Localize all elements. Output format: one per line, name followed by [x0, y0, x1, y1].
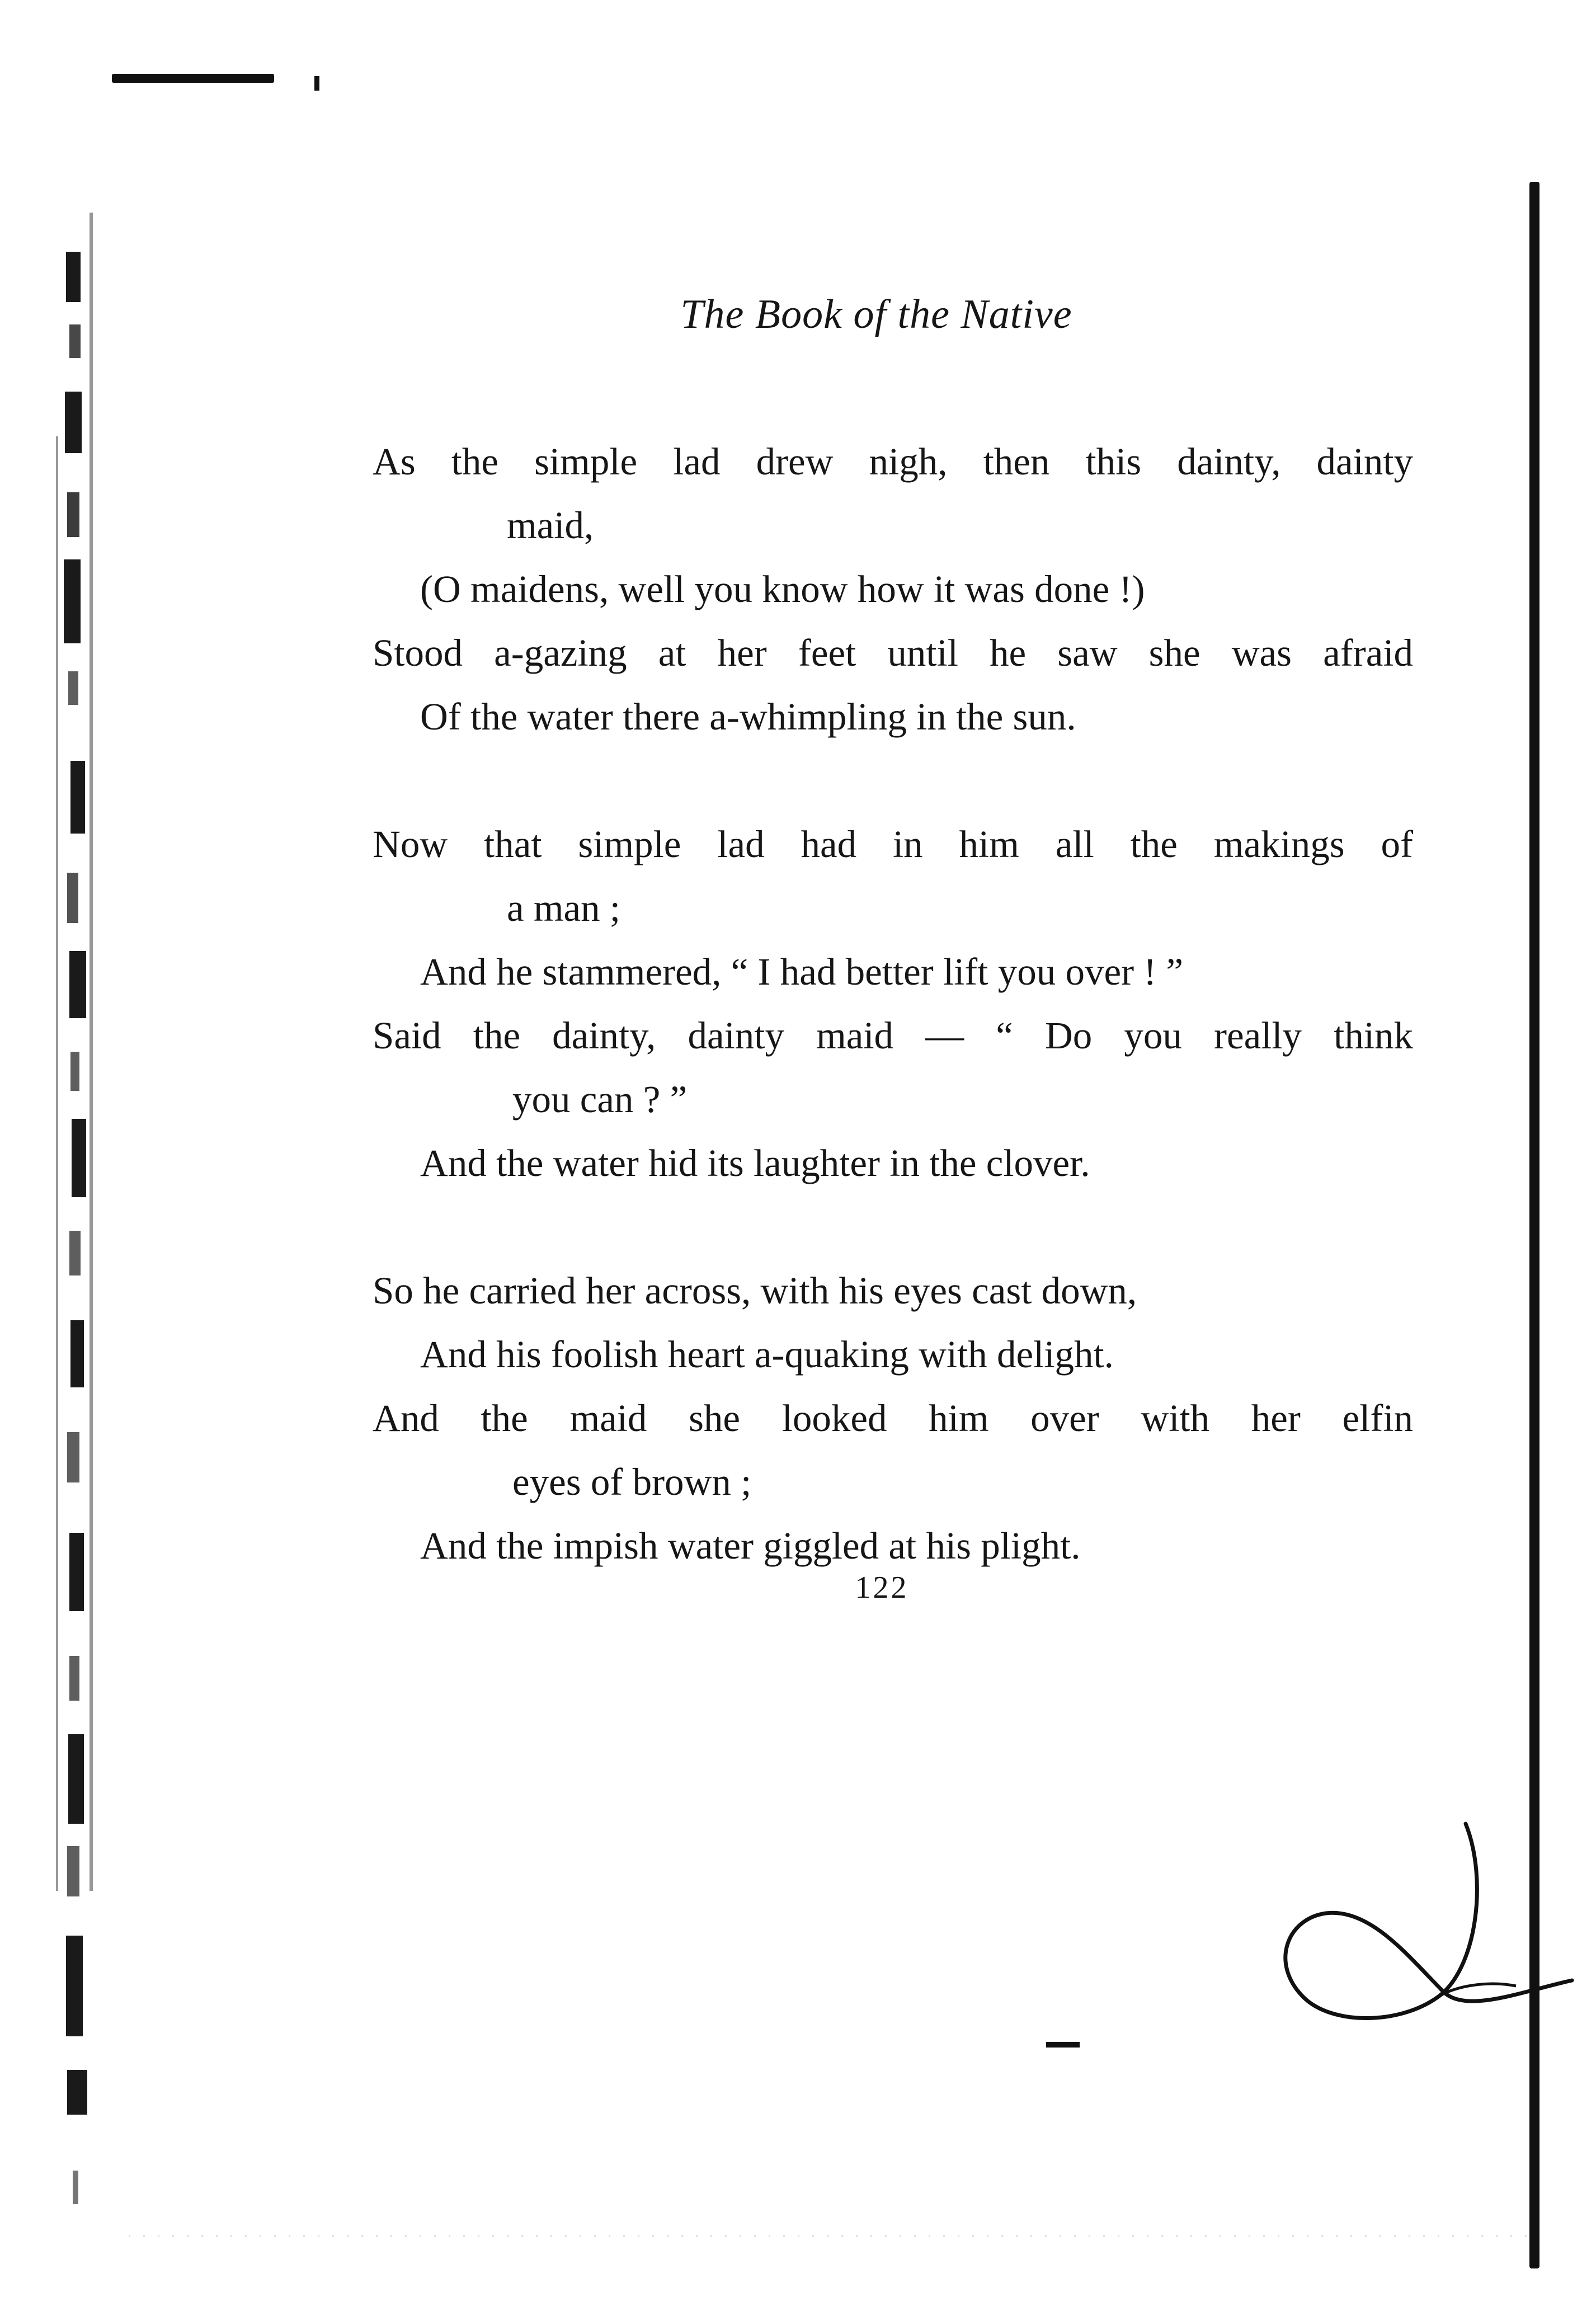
- poem-line: And the water hid its laughter in the clover.: [420, 1142, 1090, 1184]
- poem-line: As the simple lad drew nigh, then this dainty, dainty: [373, 440, 1413, 483]
- page-number: 122: [855, 1570, 909, 1605]
- ink-flourish: [1253, 1813, 1578, 2048]
- stanza-break: [373, 1195, 1413, 1259]
- binding-edge-shadow: [45, 101, 129, 2266]
- poem-line: a man ;: [507, 887, 621, 929]
- poem-line: And the maid she looked him over with her elfin: [373, 1397, 1413, 1439]
- poem-line: maid,: [507, 504, 594, 547]
- poem-line: And he stammered, “ I had better lift you over ! ”: [420, 950, 1184, 993]
- poem-line: Now that simple lad had in him all the makings of: [373, 823, 1413, 865]
- running-head: The Book of the Native: [680, 291, 1072, 337]
- poem-line: Stood a-gazing at her feet until he saw she was afraid: [373, 632, 1413, 674]
- stanza-break: [373, 749, 1413, 812]
- poem-line: Of the water there a-whimpling in the sun.: [420, 695, 1076, 738]
- poem-line: So he carried her across, with his eyes cast down,: [373, 1269, 1137, 1312]
- stray-ink-mark: [1046, 2042, 1080, 2048]
- poem-text: [373, 430, 1413, 1578]
- poem-line: (O maidens, well you know how it was done !): [420, 568, 1145, 610]
- poem-line: eyes of brown ;: [512, 1461, 752, 1503]
- poem-line: And the impish water giggled at his plight.: [420, 1524, 1081, 1567]
- poem-line: you can ? ”: [512, 1078, 688, 1121]
- poem-line: And his foolish heart a-quaking with delight.: [420, 1333, 1114, 1376]
- bottom-edge-speckle: [129, 2235, 1527, 2237]
- poem-line: Said the dainty, dainty maid — “ Do you really think: [373, 1014, 1413, 1057]
- top-edge-tick: [314, 76, 319, 91]
- top-edge-rule: [112, 74, 274, 83]
